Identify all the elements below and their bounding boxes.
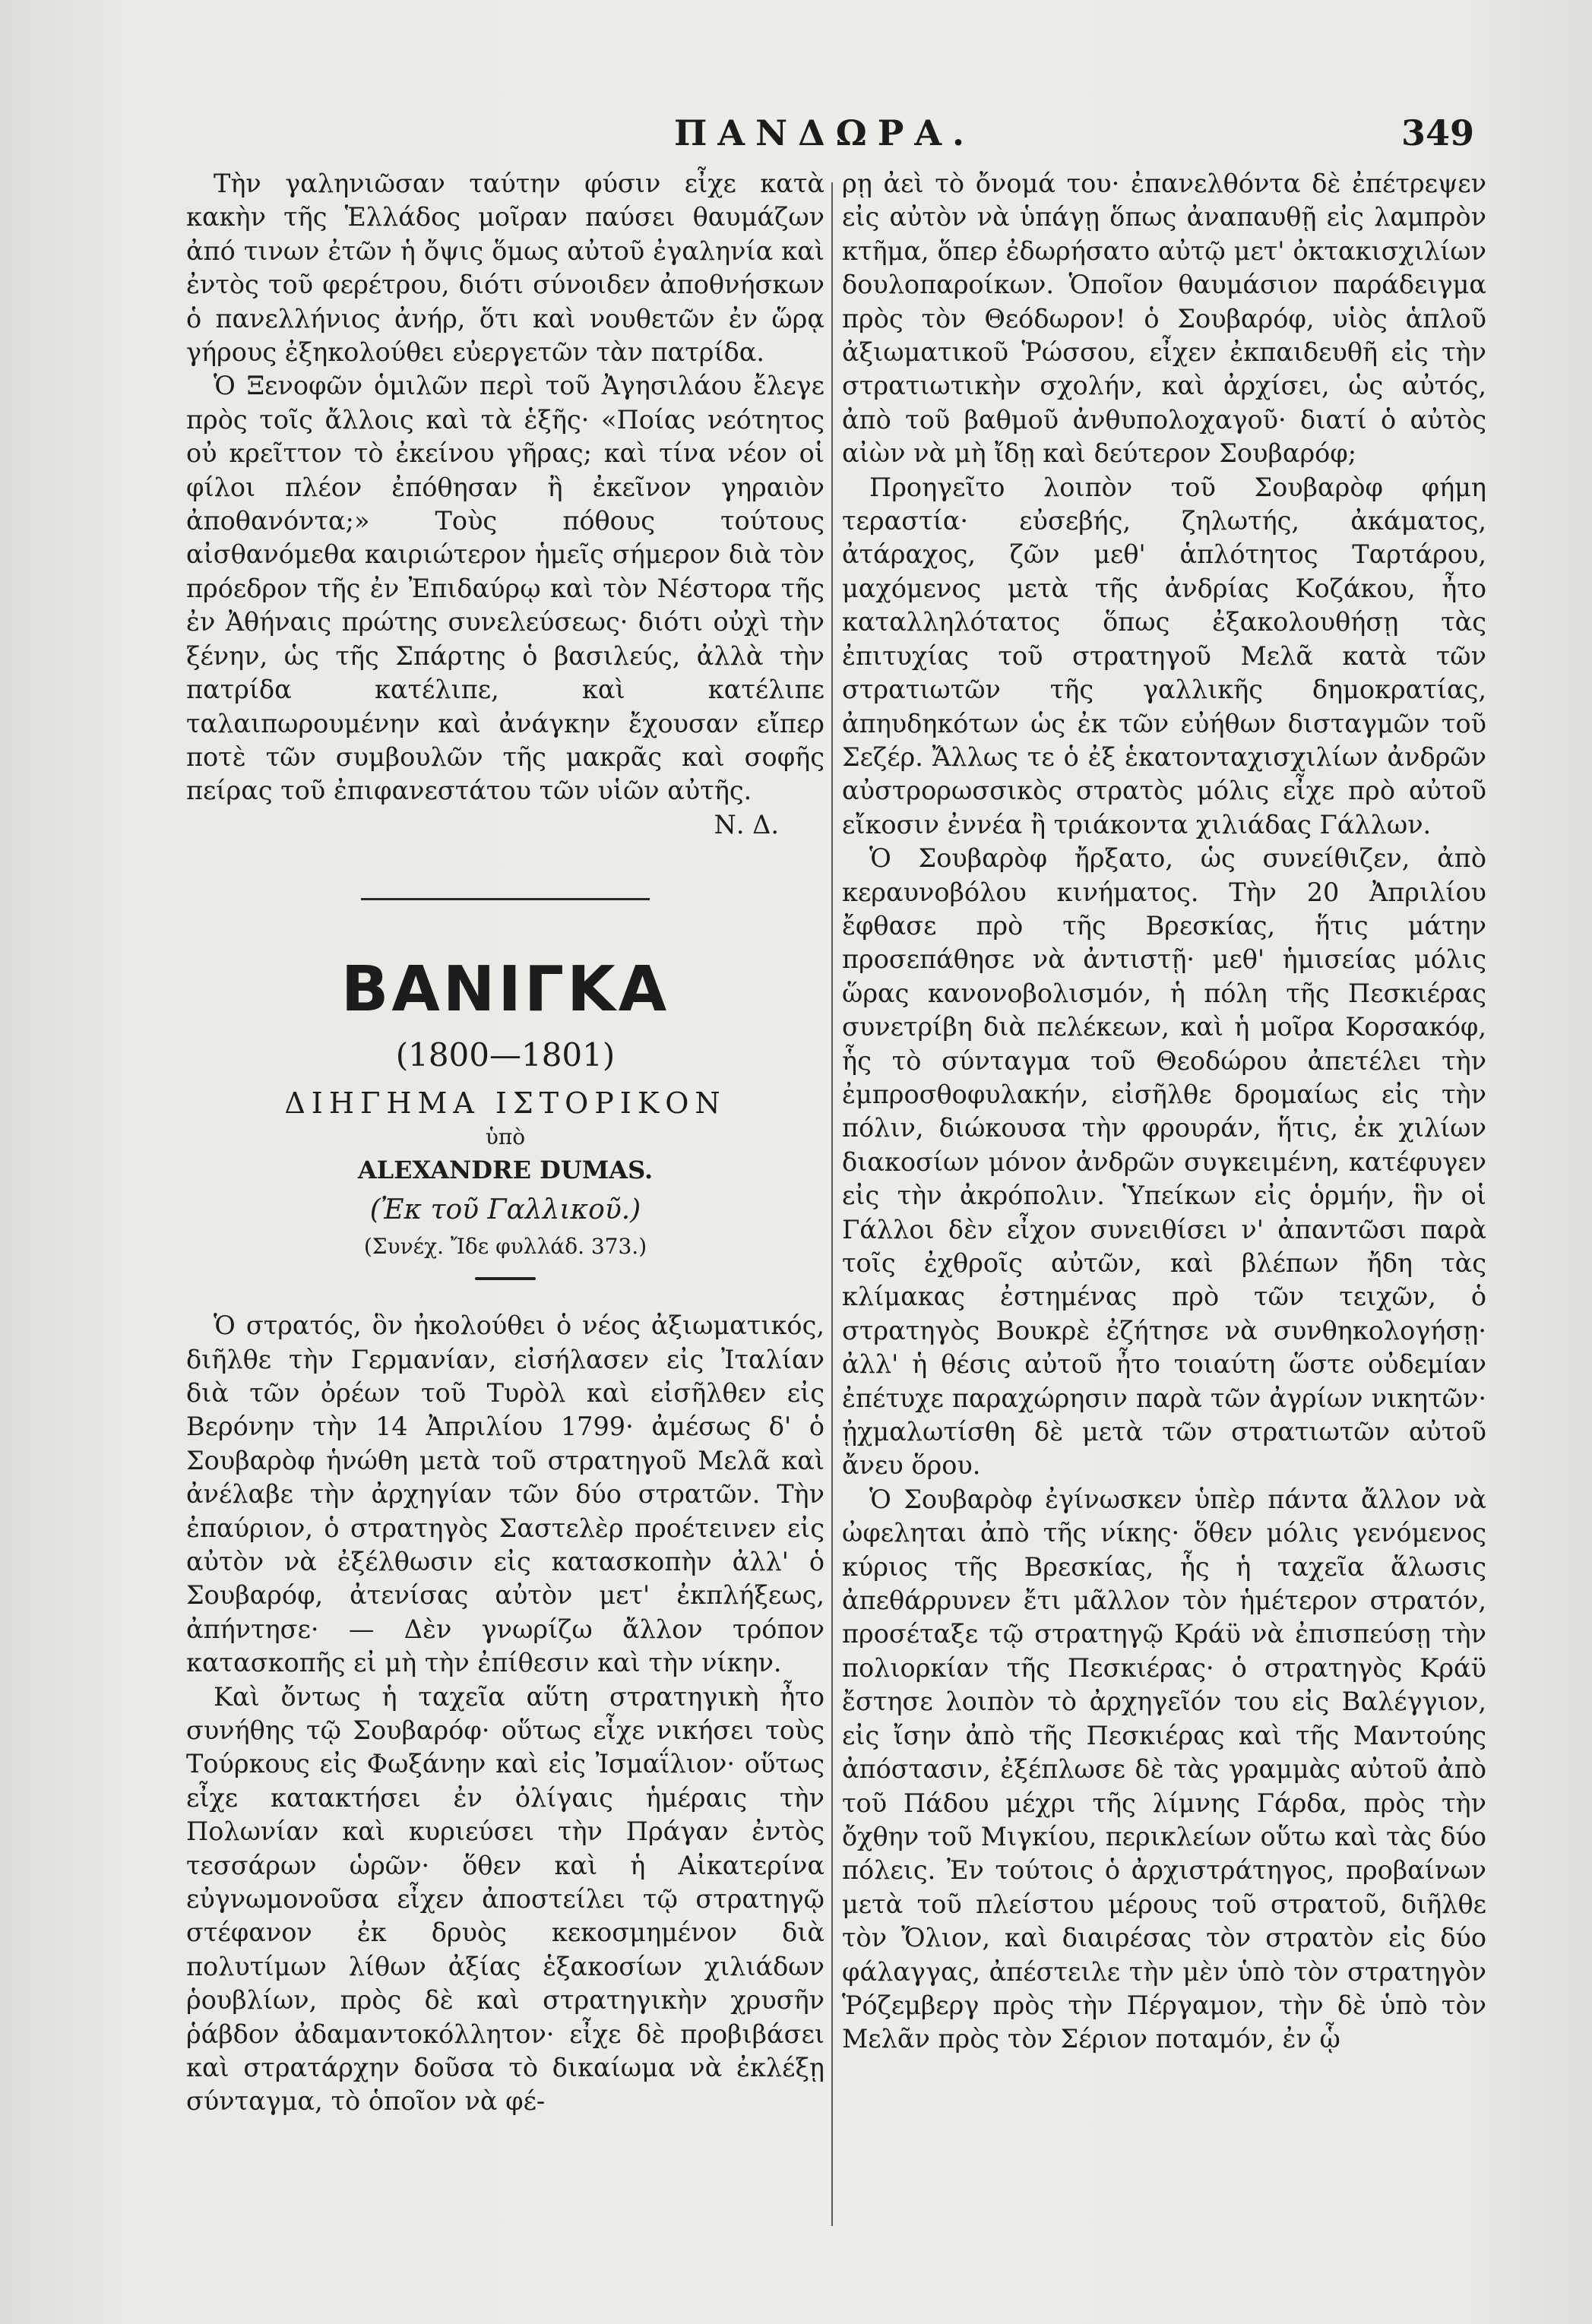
right-column — [842, 167, 1486, 2057]
story-continuation-note: (Συνέχ. Ἴδε φυλλάδ. 373.) — [363, 1234, 647, 1260]
story-author: ALEXANDRE DUMAS. — [357, 1156, 654, 1185]
story-title: ΒΑΝΙΓΚΑ — [340, 953, 670, 1026]
article-signature: Ν. Δ. — [714, 809, 779, 839]
left-column — [186, 167, 824, 2119]
right-paragraph-3: Ὁ Σουβαρὸφ ἤρξατο, ὡς συνείθιζεν, ἀπὸ κεραυνοβόλου κινήματος. Τὴν 20 Ἀπριλίου ἔφθασε πρὸ τῆς Βρεσκίας, ἥτις μάτην προσεπάθησε νὰ ἀντιστῇ· μεθ' ἡμισείας μόλις ὥρας κανονοβολισμόν, ἡ πόλη τῆς Πεσκιέρας συνετρίβη διὰ πελέκεων, καὶ ἡ μοῖρα Κορσακόφ, ἧς τὸ σύνταγμα τοῦ Θεοδώρου ἀπετέλει τὴν ἐμπροσθοφυλακήν, εἰσῆλθε δρομαίως εἰς τὴν πόλιν, διώκουσα τὴν φρουράν, ἥτις, ἐκ χιλίων διακοσίων μόνον ἀνδρῶν συγκειμένη, κατέφυγεν εἰς τὴν ἀκρόπολιν. Ὑπείκων εἰς ὁρμήν, ἣν οἱ Γάλλοι δὲν εἶχον συνειθίσει ν' ἀπαντῶσι παρὰ τοῖς ἐχθροῖς αὐτῶν, καὶ βλέπων ἤδη τὰς κλίμακας ἐστημένας πρὸ τῶν τειχῶν, ὁ στρατηγὸς Βουκρὲ ἐζήτησε νὰ συνθηκολογήσῃ· ἀλλ' ἡ θέσις αὐτοῦ ἦτο τοιαύτη ὥστε οὐδεμίαν ἐπέτυχε παραχώρησιν παρὰ τῶν ἀγρίων νικητῶν· ᾐχμαλωτίσθη δὲ μετὰ τῶν στρατιωτῶν αὐτοῦ ἄνευ ὅρου. — [842, 843, 1486, 1481]
right-paragraph-2: Προηγεῖτο λοιπὸν τοῦ Σουβαρὸφ φήμη τεραστία· εὐσεβής, ζηλωτής, ἀκάματος, ἀτάραχος, ζῶν μεθ' ἁπλότητος Ταρτάρου, μαχόμενος μετὰ τῆς ἀνδρίας Κοζάκου, ἦτο καταλληλότατος ὅπως ἐξακολουθήσῃ τὰς ἐπιτυχίας τοῦ στρατηγοῦ Μελᾶ κατὰ τῶν στρατιωτῶν τῆς γαλλικῆς δημοκρατίας, ἀπηυδηκότων ὡς ἐκ τῶν εὐήθων δισταγμῶν τοῦ Σεζέρ. Ἄλλως τε ὁ ἐξ ἑκατονταχισχιλίων ἀνδρῶν αὐστρορωσσικὸς στρατὸς μόλις εἶχε πρὸ αὐτοῦ εἴκοσιν ἐννέα ἢ τριάκοντα χιλιάδας Γάλλων. — [842, 472, 1486, 839]
left-paragraph-3: Ὁ στρατός, ὃν ἠκολούθει ὁ νέος ἀξιωματικός, διῆλθε τὴν Γερμανίαν, εἰσήλασεν εἰς Ἰταλίαν διὰ τῶν ὀρέων τοῦ Τυρὸλ καὶ εἰσῆλθεν εἰς Βερόνην τὴν 14 Ἀπριλίου 1799· ἀμέσως δ' ὁ Σουβαρὸφ ἡνώθη μετὰ τοῦ στρατηγοῦ Μελᾶ καὶ ἀνέλαβε τὴν ἀρχηγίαν τῶν δύο στρατῶν. Τὴν ἐπαύριον, ὁ στρατηγὸς Σαστελὲρ προέτεινεν εἰς αὐτὸν νὰ ἐξέλθωσιν εἰς κατασκοπὴν ἀλλ' ὁ Σουβαρόφ, ἀτενίσας αὐτὸν μετ' ἐκπλήξεως, ἀπήντησε· — Δὲν γνωρίζω ἄλλον τρόπον κατασκοπῆς εἰ μὴ τὴν ἐπίθεσιν καὶ τὴν νίκην. — [186, 1311, 824, 1678]
story-kind: ΔΙΗΓΗΜΑ ΙΣΤΟΡΙΚΟΝ — [284, 1086, 726, 1121]
ornament-divider — [475, 1277, 536, 1280]
left-paragraph-2: Ὁ Ξενοφῶν ὁμιλῶν περὶ τοῦ Ἀγησιλάου ἔλεγε πρὸς τοῖς ἄλλοις καὶ τὰ ἑξῆς· «Ποίας νεότητος οὐ κρεῖττον τὸ ἐκείνου γῆρας; καὶ τίνα νέον οἱ φίλοι πλέον ἐπόθησαν ἢ ἐκεῖνον γηραιὸν ἀποθανόντα;» Τοὺς πόθους τούτους αἰσθανόμεθα καιριώτερον ἡμεῖς σήμερον διὰ τὸν πρόεδρον τῆς ἐν Ἐπιδαύρῳ καὶ τὸν Νέστορα τῆς ἐν Ἀθήναις πρώτης συνελεύσεως· διότι οὐχὶ τὴν ξένην, ὡς τῆς Σπάρτης ὁ βασιλεύς, ἀλλὰ τὴν πατρίδα κατέλιπε, καὶ κατέλιπε ταλαιπωρουμένην καὶ ἀνάγκην ἔχουσαν εἴπερ ποτὲ τῶν συμβουλῶν τῆς μακρᾶς καὶ σοφῆς πείρας τοῦ ἐπιφανεστάτου τῶν υἱῶν αὐτῆς. — [186, 371, 824, 806]
left-paragraph-4: Καὶ ὄντως ἡ ταχεῖα αὕτη στρατηγικὴ ἦτο συνήθης τῷ Σουβαρόφ· οὕτως εἶχε νικήσει τοὺς Τούρκους εἰς Φωξάνην καὶ εἰς Ἰσμαΐλιον· οὕτως εἶχε κατακτήσει ἐν ὀλίγαις ἡμέραις τὴν Πολωνίαν καὶ κυριεύσει τὴν Πράγαν ἐντὸς τεσσάρων ὡρῶν· ὅθεν καὶ ἡ Αἰκατερίνα εὐγνωμονοῦσα εἶχεν ἀποστείλει τῷ στρατηγῷ στέφανον ἐκ δρυὸς κεκοσμημένον διὰ πολυτίμων λίθων ἀξίας ἑξακοσίων χιλιάδων ῥουβλίων, πρὸς δὲ καὶ στρατηγικὴν χρυσῆν ῥάβδον ἀδαμαντοκόλλητον· εἶχε δὲ προβιβάσει καὶ στρατάρχην δοῦσα τὸ δικαίωμα νὰ ἐκλέξῃ σύνταγμα, τὸ ὁποῖον νὰ φέ- — [186, 1681, 824, 2117]
column-divider — [831, 182, 833, 2226]
section-divider — [361, 898, 650, 900]
journal-title: ΠΑΝΔΩΡΑ. — [673, 112, 976, 153]
story-years: (1800—1801) — [395, 1036, 616, 1074]
left-paragraph-1: Τὴν γαληνιῶσαν ταύτην φύσιν εἶχε κατὰ κακὴν τῆς Ἑλλάδος μοῖραν παύσει θαυμάζων ἀπό τινων ἐτῶν ἡ ὄψις ὅμως αὐτοῦ ἐγαληνία καὶ ἐντὸς τοῦ φερέτρου, διότι σύνοιδεν ἀποθνήσκων ὁ πανελλήνιος ἀνήρ, ὅτι καὶ νουθετῶν ἐν ὥρᾳ γήρους ἐξηκολούθει εὐεργετῶν τὰν πατρίδα. — [186, 169, 824, 368]
story-by: ὑπὸ — [485, 1124, 526, 1150]
right-paragraph-1: ρῃ ἀεὶ τὸ ὄνομά του· ἐπανελθόντα δὲ ἐπέτρεψεν εἰς αὐτὸν νὰ ὑπάγῃ ὅπως ἀναπαυθῇ εἰς λαμπρὸν κτῆμα, ὅπερ ἐδωρήσατο αὐτῷ μετ' ὀκτακισχιλίων δουλοπαροίκων. Ὁποῖον θαυμάσιον παράδειγμα πρὸς τὸν Θεόδωρον! ὁ Σουβαρόφ, υἱὸς ἁπλοῦ ἀξιωματικοῦ Ῥώσσου, εἶχεν ἐκπαιδευθῆ εἰς τὴν στρατιωτικὴν σχολήν, καὶ ἀρχίσει, ὡς αὐτός, ἀπὸ τοῦ βαθμοῦ ἀνθυπολοχαγοῦ· διατί ὁ αὐτὸς αἰὼν νὰ μὴ ἴδῃ καὶ δεύτερον Σουβαρόφ; — [842, 169, 1486, 469]
story-source: (Ἐκ τοῦ Γαλλικοῦ.) — [369, 1194, 641, 1226]
page-number: 349 — [1401, 112, 1474, 153]
right-paragraph-4: Ὁ Σουβαρὸφ ἐγίνωσκεν ὑπὲρ πάντα ἄλλον νὰ ὠφεληται ἀπὸ τῆς νίκης· ὅθεν μόλις γενόμενος κύριος τῆς Βρεσκίας, ἧς ἡ ταχεῖα ἅλωσις ἀπεθάρρυνεν ἔτι μᾶλλον τὸν ἡμέτερον στρατόν, προσέταξε τῷ στρατηγῷ Κράϋ νὰ ἐπισπεύσῃ τὴν πολιορκίαν τῆς Πεσκιέρας· ὁ στρατηγὸς Κράϋ ἔστησε λοιπὸν τὸ ἀρχηγεῖόν του εἰς Βαλέγγιον, εἰς ἴσην ἀπὸ τῆς Πεσκιέρας καὶ τῆς Μαντούης ἀπόστασιν, ἐξέπλωσε δὲ τὰς γραμμὰς αὐτοῦ ἀπὸ τοῦ Πάδου μέχρι τῆς λίμνης Γάρδα, πρὸς τὴν ὄχθην τοῦ Μιγκίου, περικλείων οὕτω καὶ τὰς δύο πόλεις. Ἐν τούτοις ὁ ἀρχιστράτηγος, προβαίνων μετὰ τοῦ πλείστου μέρους τοῦ στρατοῦ, διῆλθε τὸν Ὄλιον, καὶ διαιρέσας τὸν στρατὸν εἰς δύο φάλαγγας, ἀπέστειλε τὴν μὲν ὑπὸ τὸν στρατηγὸν Ῥόζεμβεργ πρὸς τὴν Πέργαμον, τὴν δὲ ὑπὸ τὸν Μελᾶν πρὸς τὸν Σέριον ποταμόν, ἐν ᾧ — [842, 1484, 1486, 2054]
page-header — [175, 112, 1474, 166]
